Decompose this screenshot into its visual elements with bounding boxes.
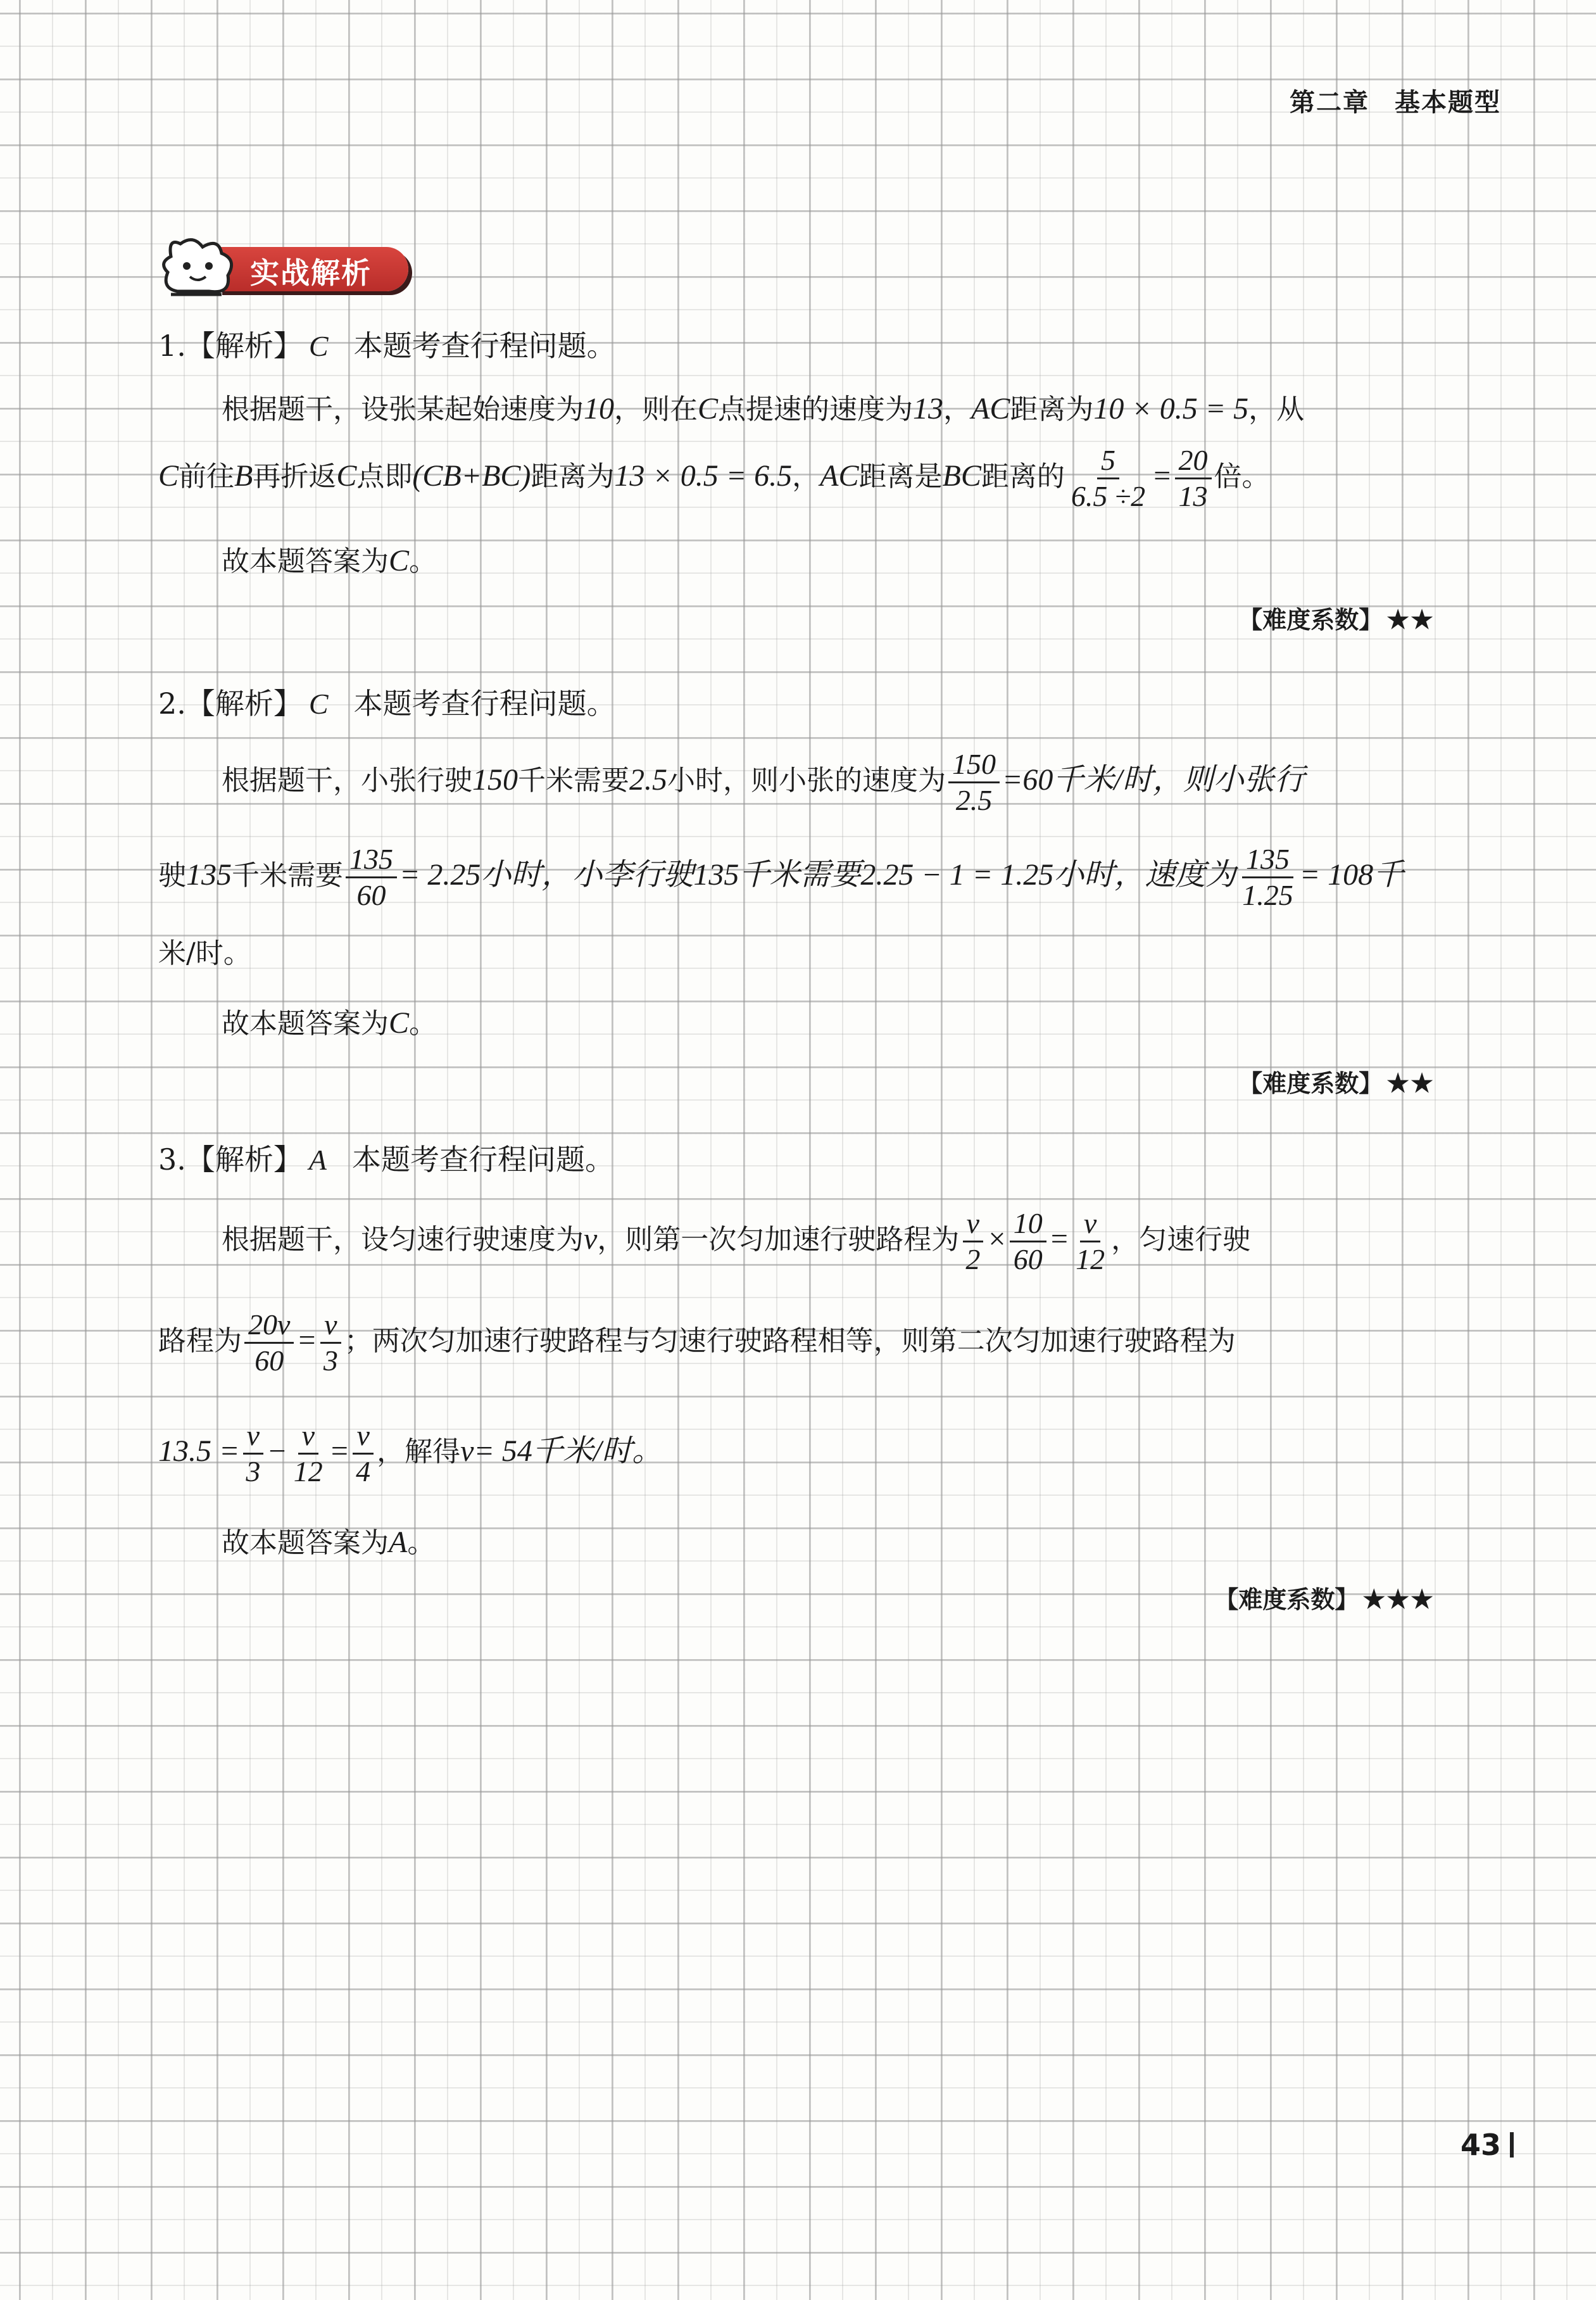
page-number: 43 [1461,2128,1514,2162]
q2-conclusion: 故本题答案为C。 [222,1006,437,1040]
q3-number: 3. [158,1142,186,1177]
star-rating-icon: ★★ [1386,605,1435,635]
q3-fraction-1: $\frac{v}{2}$ [962,1206,984,1277]
q3-fraction-8: $\frac{v}{4}$ [352,1419,374,1489]
banner-label: 实战解析 [250,256,372,290]
q1-conclusion: 故本题答案为C。 [222,544,437,578]
mascot-face-icon [158,231,247,301]
q3-fraction-5: $\frac{v}{3}$ [320,1308,342,1378]
q1-answer: C [308,330,329,362]
q3-fraction-3: $\frac{v}{12}$ [1076,1207,1105,1275]
q3-tag: 【解析】 [185,1142,303,1177]
q1-fraction-2: $\frac{20}{13}$ [1175,443,1212,514]
q3-line1: 根据题干，设匀速行驶速度为v，则第一次匀加速行驶路程为 $\frac{v}{2}$ × $\frac{10}{60}$ = $\frac{v}{12}$ ，匀速行驶 [222,1207,1251,1275]
q1-tag: 【解析】 [185,329,303,363]
section-banner [158,231,412,294]
q3-fraction-7: $\frac{v}{12}$ [293,1419,323,1488]
q1-number: 1. [158,329,186,363]
q2-difficulty: 【难度系数】 ★★ [1238,1068,1435,1098]
q3-topic: 本题考查行程问题。 [352,1142,614,1177]
chapter-title: 基本题型 [1395,87,1501,117]
q1-topic: 本题考查行程问题。 [353,329,616,363]
q1-line2: C前往B再折返C点即(CB+BC)距离为13 × 0.5 = 6.5，AC距离是BC距离的 $\frac{5}{6.5 \div 2}$ = $\frac{20}{13}$ 倍。 [158,444,1270,512]
q3-fraction-2: $\frac{10}{60}$ [1010,1206,1046,1277]
q3-answer: A [308,1144,327,1176]
q2-line1: 根据题干，小张行驶150千米需要2.5小时，则小张的速度为 $\frac{150}{2.5}$ =60千米/时，则小张行 [222,748,1305,816]
q2-fraction-2: $\frac{135}{60}$ [346,842,397,913]
star-rating-icon: ★★★ [1362,1584,1435,1614]
running-header [1290,82,1501,118]
q3-difficulty: 【难度系数】 ★★★ [1214,1584,1435,1614]
q1-fraction-1: $\frac{5}{6.5 \div 2}$ [1071,444,1146,512]
q2-fraction-3: $\frac{135}{1.25}$ [1242,843,1293,911]
q2-line3: 米/时。 [158,937,251,970]
q1-title [158,323,616,365]
q2-topic: 本题考查行程问题。 [353,686,616,721]
q2-title [158,681,616,723]
q3-line2: 路程为 $\frac{20v}{60}$ = $\frac{v}{3}$ ；两次匀加速行驶路程与匀速行驶路程相等，则第二次匀加速行驶路程为 [158,1308,1236,1377]
chapter-label: 第二章 [1290,87,1369,117]
q2-tag: 【解析】 [185,686,303,721]
q3-fraction-4: $\frac{20v}{60}$ [244,1308,294,1378]
q2-line2: 驶135千米需要 $\frac{135}{60}$ = 2.25小时，小李行驶135千米需要2.25 − 1 = 1.25小时，速度为 $\frac{135}{1.25}$ = 108千 [158,843,1404,911]
q3-fraction-6: $\frac{v}{3}$ [242,1419,264,1489]
q2-fraction-1: $\frac{150}{2.5}$ [948,747,1000,818]
q1-line1: 根据题干，设张某起始速度为10，则在C点提速的速度为13，AC距离为10 × 0.5 = 5，从 [222,392,1305,426]
q2-answer: C [308,688,329,720]
q3-conclusion: 故本题答案为A。 [222,1526,436,1559]
q2-number: 2. [158,686,186,721]
q1-difficulty: 【难度系数】 ★★ [1238,605,1435,635]
q3-line3: 13.5 = $\frac{v}{3}$ − $\frac{v}{12}$ = $\frac{v}{4}$ ，解得v= 54千米/时。 [158,1419,663,1488]
star-rating-icon: ★★ [1386,1068,1435,1098]
q3-title [158,1137,614,1178]
